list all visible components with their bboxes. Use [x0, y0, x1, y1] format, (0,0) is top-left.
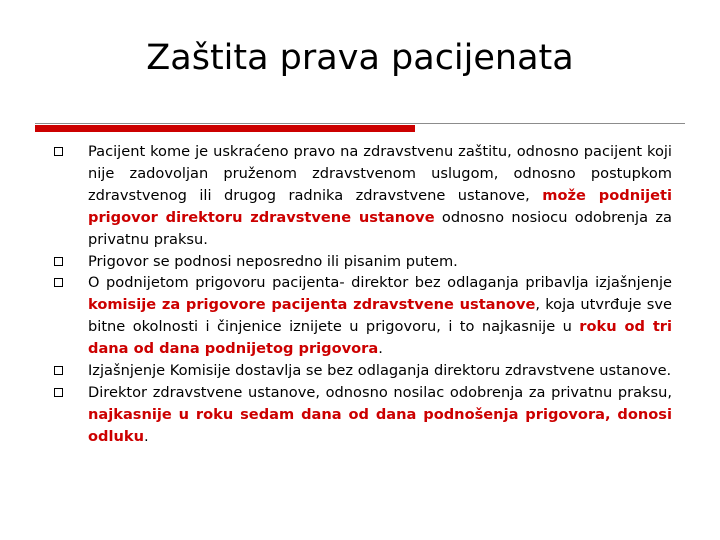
slide-title: Zaštita prava pacijenata	[146, 38, 574, 78]
bullet-item	[52, 272, 672, 360]
hollow-square-bullet-icon	[54, 278, 63, 287]
title-accent-bar	[35, 125, 415, 132]
bullet-item	[52, 360, 672, 382]
bullet-text-part: Izjašnjenje Komisije dostavlja se bez odlaganja direktoru zdravstvene ustanove.	[88, 362, 672, 380]
bullet-item	[52, 251, 672, 273]
bullet-text-part: .	[378, 340, 383, 358]
bullet-text-part: , koja utvrđuje sve bitne okolnosti i činjenice iznijete u prigovoru, i to najkasnije u	[88, 296, 672, 336]
bullet-text-part: Direktor zdravstvene ustanove, odnosno nosilac odobrenja za privatnu praksu,	[88, 383, 672, 401]
bullet-text	[88, 141, 672, 251]
title-divider-line	[35, 123, 685, 124]
bullet-highlight: komisije za prigovore pacijenta zdravstvene ustanove	[88, 296, 536, 314]
bullet-text-part: O podnijetom prigovoru pacijenta- direktor bez odlaganja pribavlja izjašnjenje	[88, 274, 672, 292]
bullet-text-part: Pacijent kome je uskraćeno pravo na zdravstvenu zaštitu, odnosno pacijent koji nije zadovoljan pruženom zdravstvenom uslugom, odnosno postupkom zdravstvenog ili drugog radnika zdravstvene ustanove,	[88, 143, 672, 204]
bullet-item	[52, 382, 672, 448]
hollow-square-bullet-icon	[54, 147, 63, 156]
bullet-text-part: .	[143, 427, 149, 445]
bullet-highlight: može podnijeti prigovor direktoru zdravstvene ustanove	[88, 186, 672, 226]
bullet-text	[88, 272, 672, 360]
bullet-highlight: najkasnije u roku sedam dana od dana podnošenja prigovora, donosi odluku	[88, 405, 672, 445]
hollow-square-bullet-icon	[54, 257, 63, 266]
bullet-text-part: odnosno nosiocu odobrenja za privatnu praksu.	[88, 208, 672, 248]
bullet-highlight: roku od tri dana od dana podnijetog prigovora	[88, 318, 672, 358]
bullet-list	[52, 141, 672, 448]
hollow-square-bullet-icon	[54, 366, 63, 375]
hollow-square-bullet-icon	[54, 388, 63, 397]
bullet-text	[88, 360, 672, 382]
bullet-item	[52, 141, 672, 251]
bullet-text	[88, 251, 672, 273]
bullet-text-part: Prigovor se podnosi neposredno ili pisanim putem.	[88, 252, 458, 270]
bullet-text	[88, 382, 672, 448]
